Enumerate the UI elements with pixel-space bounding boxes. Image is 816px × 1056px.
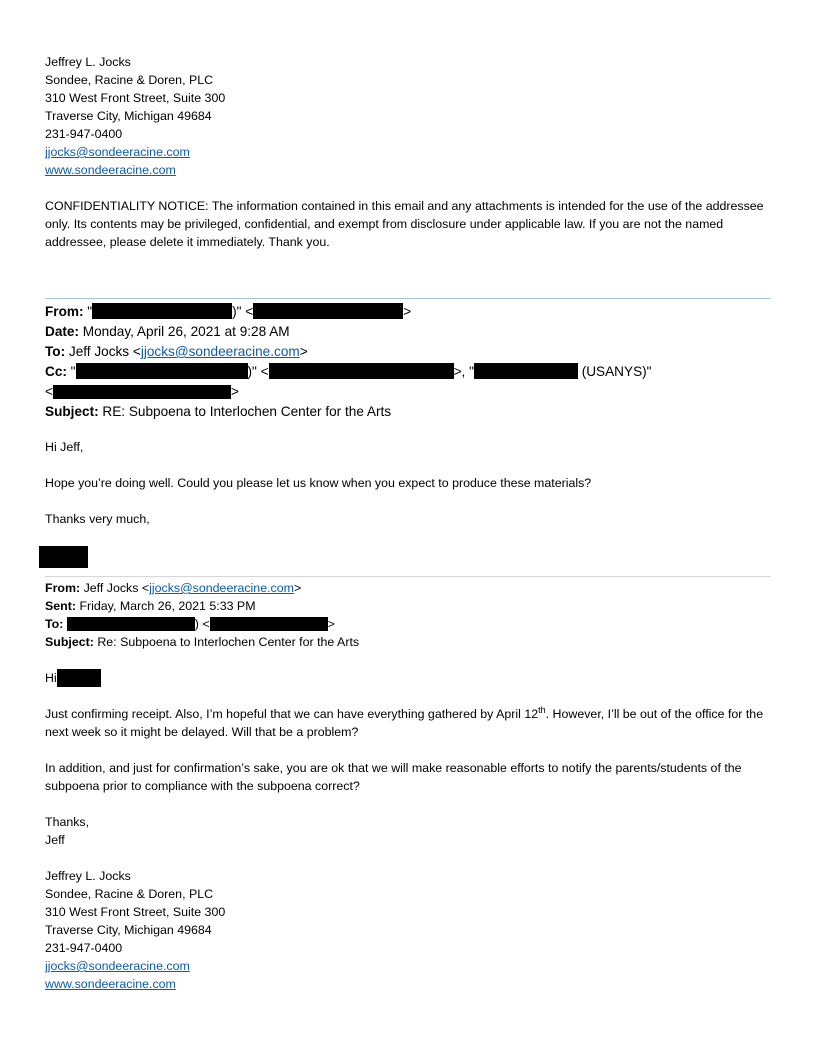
signature-email-link[interactable]: jjocks@sondeeracine.com [45, 959, 190, 973]
redaction-box [67, 617, 195, 631]
to-label: To: [45, 344, 66, 359]
from-label: From: [45, 581, 81, 595]
date-label: Date: [45, 324, 79, 339]
email-body [45, 438, 771, 528]
date-line [45, 322, 771, 342]
redaction-box [269, 363, 454, 379]
greeting: Hi Jeff, [45, 440, 84, 454]
email-body [45, 669, 771, 867]
body-paragraph [45, 705, 771, 741]
to-label: To: [45, 617, 64, 631]
from-label: From: [45, 304, 84, 319]
cc-line: Cc: " )" < >, " (USANYS)" [45, 364, 652, 379]
signature-firm: Sondee, Racine & Doren, PLC [45, 887, 214, 901]
closing-name: Jeff [45, 833, 65, 847]
email-header [45, 579, 771, 651]
redaction-box [253, 303, 403, 319]
redaction-box [92, 303, 232, 319]
signature-website-link[interactable]: www.sondeeracine.com [45, 163, 176, 177]
greeting: Hi [45, 671, 57, 685]
signature-name: Jeffrey L. Jocks [45, 869, 131, 883]
confidentiality-notice: CONFIDENTIALITY NOTICE: The information contained in this email and any attachments is intended for the use of the addressee only. Its contents may be privileged, confidential, and exempt from disclosure under applicable law. If you are not the named addressee, please delete it immediately. Thank you. [45, 199, 764, 249]
cc-line-continued: < > [45, 384, 239, 399]
subject-label: Subject: [45, 635, 94, 649]
to-line: To: ) < > [45, 617, 335, 631]
from-name: Jeff Jocks [83, 581, 139, 595]
to-name: Jeff Jocks [68, 344, 130, 359]
from-line: From: " )" < > [45, 304, 412, 319]
body-paragraph: Hope you’re doing well. Could you please let us know when you expect to produce these materials? [45, 476, 592, 490]
closing: Thanks very much, [45, 512, 150, 526]
signature-website-link[interactable]: www.sondeeracine.com [45, 977, 176, 991]
body-text: Just confirming receipt. Also, I’m hopeful that we can have everything gathered by April 12 [45, 707, 539, 721]
redaction-box [76, 363, 248, 379]
subject-label: Subject: [45, 404, 99, 419]
subject-line [45, 402, 771, 422]
redaction-box [53, 385, 231, 399]
signature-address-line2: Traverse City, Michigan 49684 [45, 109, 212, 123]
sent-line [45, 597, 771, 615]
email-header [45, 302, 771, 422]
greeting-line [45, 669, 771, 687]
cc-suffix: (USANYS)" [581, 364, 652, 379]
signature-name: Jeffrey L. Jocks [45, 55, 131, 69]
to-line: To: Jeff Jocks <jjocks@sondeeracine.com> [45, 344, 308, 359]
body-text: . However, I’ll be out of the office for the next week so it might be delayed. Will that be a problem? [45, 707, 764, 739]
signature-address-line1: 310 West Front Street, Suite 300 [45, 905, 226, 919]
cc-label: Cc: [45, 364, 67, 379]
from-line: From: Jeff Jocks <jjocks@sondeeracine.com> [45, 581, 302, 595]
redaction-box [39, 546, 88, 568]
redaction-box [57, 669, 101, 687]
closing: Thanks, [45, 815, 90, 829]
subject-line [45, 633, 771, 651]
signature-block [45, 53, 771, 179]
signature-email-link[interactable]: jjocks@sondeeracine.com [45, 145, 190, 159]
date-value: Monday, April 26, 2021 at 9:28 AM [82, 324, 290, 339]
sent-label: Sent: [45, 599, 76, 613]
subject-value: RE: Subpoena to Interlochen Center for the Arts [102, 404, 392, 419]
ordinal-suffix: th [538, 704, 546, 715]
from-email-link[interactable]: jjocks@sondeeracine.com [149, 581, 294, 595]
to-email-link[interactable]: jjocks@sondeeracine.com [140, 344, 300, 359]
signature-block [45, 867, 771, 993]
signature-firm: Sondee, Racine & Doren, PLC [45, 73, 214, 87]
redaction-box [474, 363, 578, 379]
signature-phone: 231-947-0400 [45, 127, 123, 141]
signature-address-line2: Traverse City, Michigan 49684 [45, 923, 212, 937]
signature-address-line1: 310 West Front Street, Suite 300 [45, 91, 226, 105]
email-document [45, 53, 771, 993]
signature-phone: 231-947-0400 [45, 941, 123, 955]
sent-value: Friday, March 26, 2021 5:33 PM [79, 599, 256, 613]
redaction-box [210, 617, 328, 631]
body-paragraph: In addition, and just for confirmation’s sake, you are ok that we will make reasonable efforts to notify the parents/students of the subpoena prior to compliance with the subpoena correct? [45, 761, 742, 793]
subject-value: Re: Subpoena to Interlochen Center for the Arts [97, 635, 360, 649]
